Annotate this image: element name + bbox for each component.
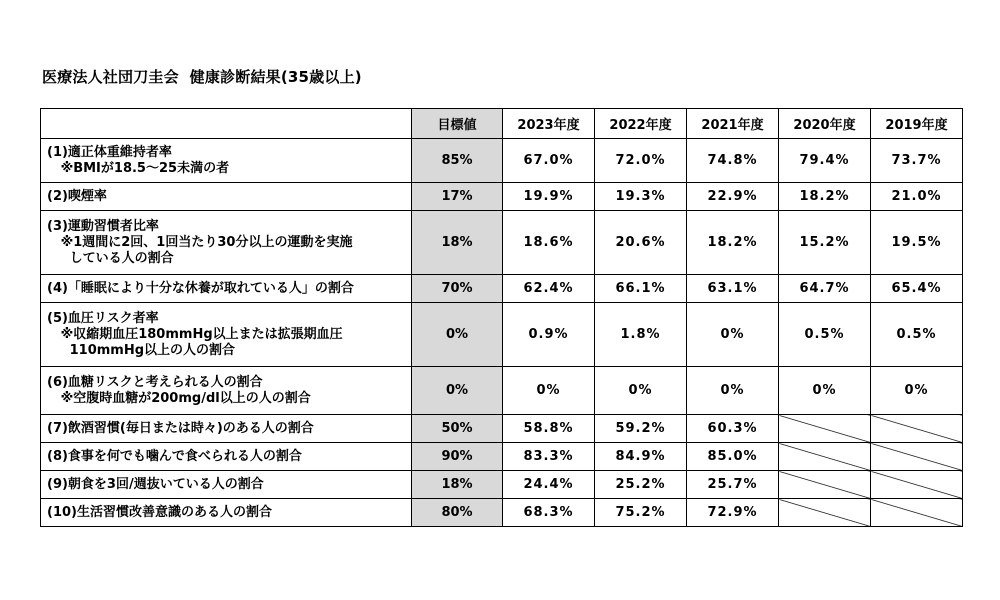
year-value: 0% xyxy=(595,367,687,415)
year-value: 73.7% xyxy=(871,139,963,183)
item-label-line: ※1週間に2回、1回当たり30分以上の運動を実施 xyxy=(47,234,353,250)
table-row xyxy=(41,367,963,415)
item-cell xyxy=(41,275,412,303)
year-value: 75.2% xyxy=(595,499,687,527)
page-title: 医療法人社団刀圭会 健康診断結果(35歳以上) xyxy=(42,68,362,86)
year-value: 25.2% xyxy=(595,471,687,499)
year-value: 68.3% xyxy=(503,499,595,527)
item-label-line: (1)適正体重維持者率 xyxy=(47,144,172,160)
year-value: 62.4% xyxy=(503,275,595,303)
table-row xyxy=(41,499,963,527)
item-label-line: (9)朝食を3回/週抜いている人の割合 xyxy=(47,476,264,492)
table-row xyxy=(41,303,963,367)
item-cell xyxy=(41,303,412,367)
item-cell xyxy=(41,443,412,471)
year-value: 0% xyxy=(687,303,779,367)
table-row xyxy=(41,443,963,471)
year-value: 63.1% xyxy=(687,275,779,303)
header-year-2020: 2020年度 xyxy=(779,109,871,139)
header-row xyxy=(41,109,963,139)
item-label-line: (7)飲酒習慣(毎日または時々)のある人の割合 xyxy=(47,420,314,436)
item-cell xyxy=(41,139,412,183)
target-value: 50% xyxy=(412,415,503,443)
target-value: 80% xyxy=(412,499,503,527)
item-label-line: ※空腹時血糖が200mg/dl以上の人の割合 xyxy=(47,390,311,406)
year-value: 25.7% xyxy=(687,471,779,499)
target-value: 70% xyxy=(412,275,503,303)
item-cell xyxy=(41,211,412,275)
target-value: 17% xyxy=(412,183,503,211)
item-cell xyxy=(41,499,412,527)
year-value: 66.1% xyxy=(595,275,687,303)
year-value: 21.0% xyxy=(871,183,963,211)
item-label-line: 110mmHg以上の人の割合 xyxy=(47,342,236,358)
empty-cell xyxy=(871,443,963,471)
header-year-2022: 2022年度 xyxy=(595,109,687,139)
year-value: 18.6% xyxy=(503,211,595,275)
table-row xyxy=(41,415,963,443)
target-value: 18% xyxy=(412,471,503,499)
empty-cell xyxy=(779,443,871,471)
item-label-line: (4)「睡眠により十分な休養が取れている人」の割合 xyxy=(47,280,354,296)
year-value: 65.4% xyxy=(871,275,963,303)
year-value: 79.4% xyxy=(779,139,871,183)
year-value: 0% xyxy=(687,367,779,415)
table-row xyxy=(41,183,963,211)
year-value: 0.9% xyxy=(503,303,595,367)
year-value: 24.4% xyxy=(503,471,595,499)
year-value: 18.2% xyxy=(779,183,871,211)
item-label-line: (8)食事を何でも噛んで食べられる人の割合 xyxy=(47,448,302,464)
header-year-2023: 2023年度 xyxy=(503,109,595,139)
item-label-line: (10)生活習慣改善意識のある人の割合 xyxy=(47,504,272,520)
item-label-line: (6)血糖リスクと考えられる人の割合 xyxy=(47,374,263,390)
year-value: 83.3% xyxy=(503,443,595,471)
year-value: 72.0% xyxy=(595,139,687,183)
year-value: 20.6% xyxy=(595,211,687,275)
item-label-line: ※収縮期血圧180mmHg以上または拡張期血圧 xyxy=(47,326,343,342)
year-value: 0% xyxy=(779,367,871,415)
health-checkup-table xyxy=(40,108,963,527)
year-value: 19.5% xyxy=(871,211,963,275)
empty-cell xyxy=(779,471,871,499)
year-value: 58.8% xyxy=(503,415,595,443)
empty-cell xyxy=(779,499,871,527)
empty-cell xyxy=(871,499,963,527)
item-label-line: ※BMIが18.5～25未満の者 xyxy=(47,160,230,176)
year-value: 64.7% xyxy=(779,275,871,303)
item-label-line: している人の割合 xyxy=(47,250,174,266)
year-value: 0% xyxy=(503,367,595,415)
table-row xyxy=(41,471,963,499)
header-target: 目標値 xyxy=(412,109,503,139)
year-value: 19.9% xyxy=(503,183,595,211)
target-value: 18% xyxy=(412,211,503,275)
year-value: 18.2% xyxy=(687,211,779,275)
empty-cell xyxy=(779,415,871,443)
item-cell xyxy=(41,367,412,415)
year-value: 1.8% xyxy=(595,303,687,367)
empty-cell xyxy=(871,471,963,499)
year-value: 15.2% xyxy=(779,211,871,275)
target-value: 90% xyxy=(412,443,503,471)
year-value: 19.3% xyxy=(595,183,687,211)
year-value: 60.3% xyxy=(687,415,779,443)
item-label-line: (3)運動習慣者比率 xyxy=(47,218,159,234)
item-cell xyxy=(41,471,412,499)
item-cell xyxy=(41,183,412,211)
target-value: 85% xyxy=(412,139,503,183)
year-value: 67.0% xyxy=(503,139,595,183)
item-label-line: (2)喫煙率 xyxy=(47,188,107,204)
target-value: 0% xyxy=(412,367,503,415)
year-value: 0.5% xyxy=(779,303,871,367)
item-label-line: (5)血圧リスク者率 xyxy=(47,310,159,326)
year-value: 84.9% xyxy=(595,443,687,471)
header-year-2021: 2021年度 xyxy=(687,109,779,139)
target-value: 0% xyxy=(412,303,503,367)
empty-cell xyxy=(871,415,963,443)
year-value: 0% xyxy=(871,367,963,415)
year-value: 85.0% xyxy=(687,443,779,471)
year-value: 72.9% xyxy=(687,499,779,527)
table-row xyxy=(41,139,963,183)
header-year-2019: 2019年度 xyxy=(871,109,963,139)
header-item-cell xyxy=(41,109,412,139)
item-cell xyxy=(41,415,412,443)
year-value: 59.2% xyxy=(595,415,687,443)
year-value: 74.8% xyxy=(687,139,779,183)
table-row xyxy=(41,275,963,303)
year-value: 22.9% xyxy=(687,183,779,211)
table-row xyxy=(41,211,963,275)
year-value: 0.5% xyxy=(871,303,963,367)
